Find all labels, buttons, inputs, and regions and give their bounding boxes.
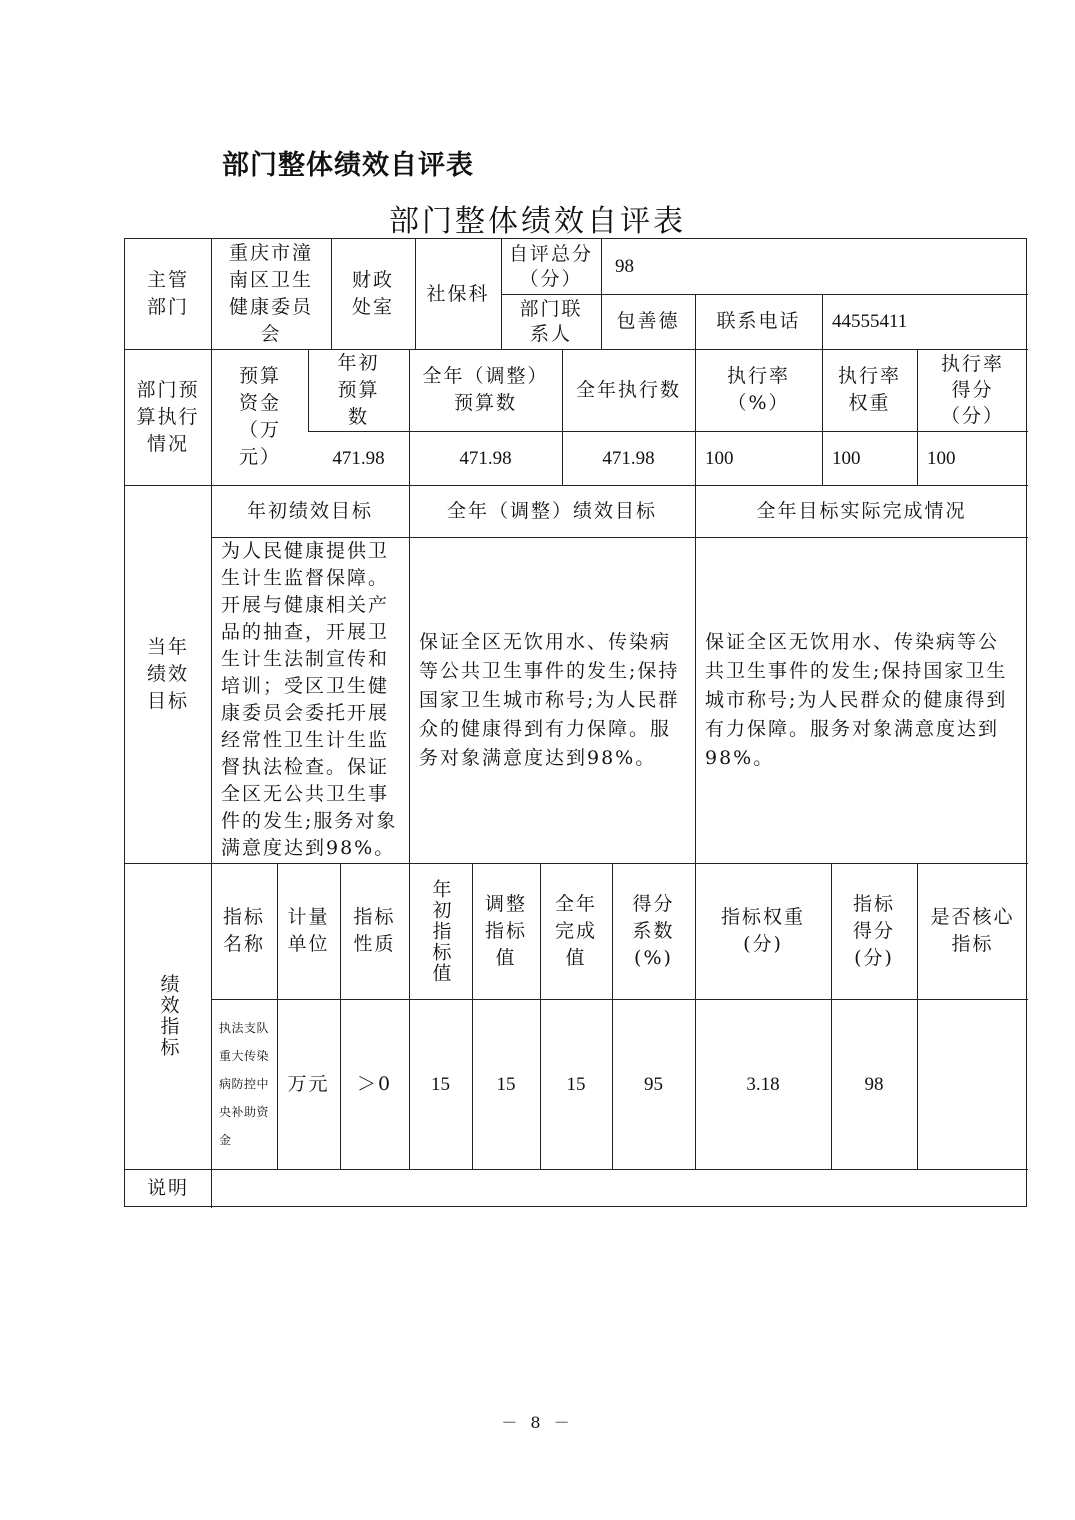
indicator-header: 计量单位 xyxy=(287,906,330,955)
indicators-label xyxy=(125,863,211,1169)
budget-header: 执行率（%） xyxy=(726,365,790,414)
office-label: 财政处室 xyxy=(351,269,394,318)
actual-goal-text: 保证全区无饮用水、传染病等公共卫生事件的发生;保持国家卫生城市称号;为人民群众的健康得到有力保障。服务对象满意度达到98%。 xyxy=(705,630,1008,769)
note-label: 说明 xyxy=(146,1177,189,1199)
evaluation-table xyxy=(124,238,1027,1207)
indicator-core xyxy=(917,999,1028,1169)
indicator-score: 98 xyxy=(864,1073,884,1095)
indicator-header xyxy=(409,863,472,999)
budget-value: 100 xyxy=(927,447,956,469)
dept-label: 主管部门 xyxy=(146,269,189,318)
phone-label: 联系电话 xyxy=(716,310,801,332)
indicator-score-coef: 95 xyxy=(644,1073,663,1095)
indicator-header: 指标得分(分) xyxy=(852,892,895,969)
indicator-header: 全年完成值 xyxy=(554,892,597,969)
budget-header: 执行率权重 xyxy=(837,365,901,414)
table-title: 部门整体绩效自评表 xyxy=(389,204,686,239)
indicator-nature: ＞0 xyxy=(356,1072,393,1095)
self-score-value: 98 xyxy=(615,256,634,277)
budget-value: 100 xyxy=(705,447,734,469)
contact-person: 包善德 xyxy=(616,310,680,332)
initial-goal-text: 为人民健康提供卫生计生监督保障。开展与健康相关产品的抽查，开展卫生计生法制宣传和培训；受区卫生健康委员会委托开展经常性卫生计生监督执法检查。保证全区无公共卫生事件的发生;服务对象满意度达到98%。 xyxy=(221,540,398,859)
budget-header: 执行率得分（分） xyxy=(940,353,1004,427)
indicator-header: 指标名称 xyxy=(223,906,266,955)
indicator-header: 是否核心指标 xyxy=(930,906,1015,955)
budget-header: 全年（调整）预算数 xyxy=(422,365,549,414)
dept-name: 重庆市潼南区卫生健康委员会 xyxy=(228,242,313,345)
goals-label: 当年绩效目标 xyxy=(146,635,189,712)
goals-header: 年初绩效目标 xyxy=(246,499,373,522)
note-value xyxy=(211,1169,1028,1208)
self-score-label: 自评总分（分） xyxy=(508,242,593,290)
budget-value: 471.98 xyxy=(332,447,385,469)
indicator-header: 得分系数(%) xyxy=(632,892,675,969)
contact-label: 部门联系人 xyxy=(519,297,583,345)
section-name: 社保科 xyxy=(426,282,490,305)
adjusted-goal-text: 保证全区无饮用水、传染病等公共卫生事件的发生;保持国家卫生城市称号;为人民群众的健康得到有力保障。服务对象满意度达到98%。 xyxy=(419,630,680,769)
page-number: － 8 － xyxy=(501,1413,574,1432)
budget-label: 部门预算执行情况 xyxy=(136,378,200,455)
indicator-initial-value: 15 xyxy=(431,1073,450,1095)
indicator-adjusted-value: 15 xyxy=(496,1073,516,1095)
fund-label: 预算资金（万元） xyxy=(238,365,281,468)
indicator-header: 指标权重(分) xyxy=(720,906,805,955)
budget-header: 全年执行数 xyxy=(575,378,681,401)
phone-value: 44555411 xyxy=(832,311,908,332)
indicator-unit: 万元 xyxy=(287,1072,330,1095)
indicator-header: 调整指标值 xyxy=(484,892,527,969)
budget-value: 100 xyxy=(832,447,861,469)
indicator-name: 执法支队重大传染病防控中央补助资金 xyxy=(219,1021,270,1147)
indicator-weight: 3.18 xyxy=(746,1073,780,1095)
page-heading: 部门整体绩效自评表 xyxy=(222,150,474,181)
goals-header: 全年目标实际完成情况 xyxy=(756,499,967,522)
indicator-completed-value: 15 xyxy=(566,1073,586,1095)
budget-value: 471.98 xyxy=(602,447,655,469)
indicator-header-text: 年初指标值 xyxy=(429,878,452,984)
goals-header: 全年（调整）绩效目标 xyxy=(446,499,657,522)
indicators-label-text: 绩效指标 xyxy=(157,974,180,1058)
budget-header: 年初预算数 xyxy=(337,351,380,428)
indicator-header: 指标性质 xyxy=(353,906,396,955)
budget-value: 471.98 xyxy=(459,447,512,469)
